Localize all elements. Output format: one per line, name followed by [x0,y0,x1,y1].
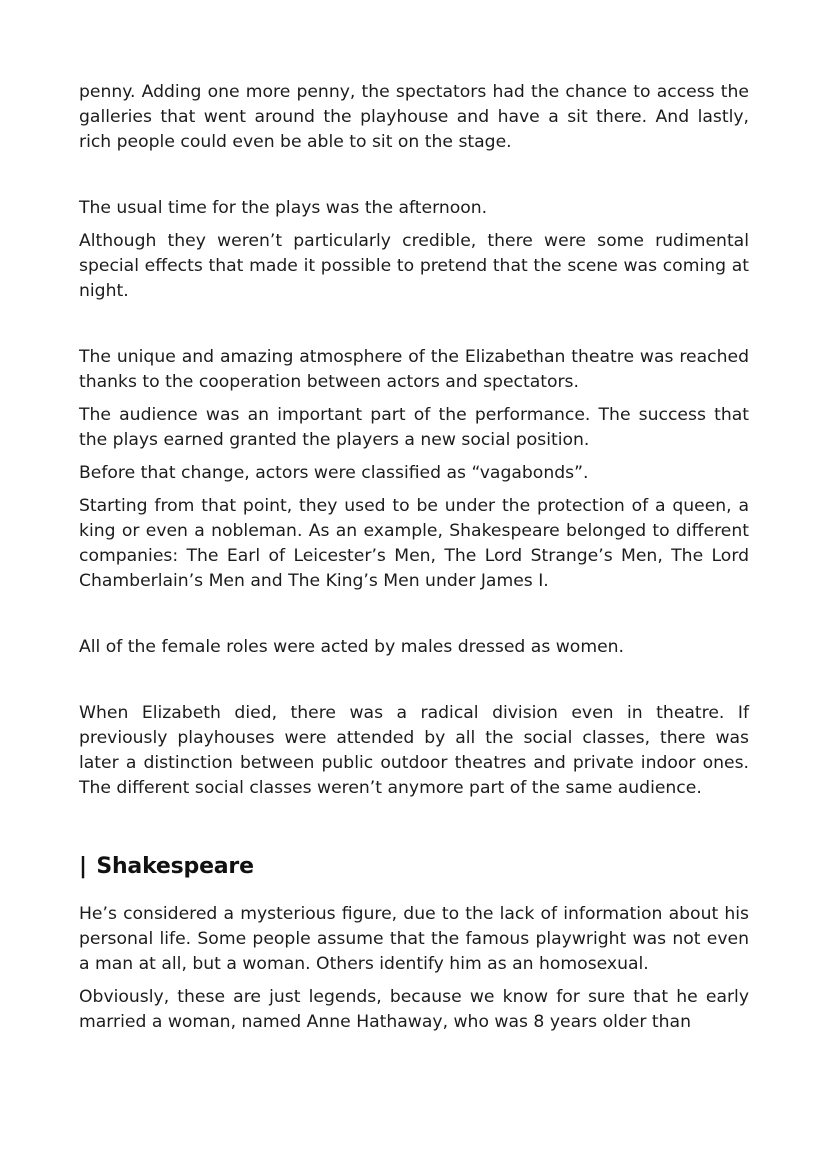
spacer [79,312,749,345]
paragraph-afternoon: The usual time for the plays was the afternoon. [79,198,488,218]
section-heading-shakespeare [79,852,749,882]
paragraph-atmosphere: The unique and amazing atmosphere of the Elizabethan theatre was reached thanks to the cooperation between actors and spectators. [79,347,749,392]
spacer [79,163,749,196]
heading-bar: | [79,854,87,879]
paragraph-vagabonds: Before that change, actors were classified as “vagabonds”. [79,463,589,483]
paragraph-companies: Starting from that point, they used to be under the protection of a queen, a king or even a nobleman. As an example, Shakespeare belonged to different companies: The Earl of Leicester’s Men, The Lord Strange’s Men, The Lord Chamberlain’s Men and The King’s Men under James I. [79,496,749,591]
document-page [79,80,749,1043]
spacer [79,602,749,635]
paragraph-mysterious-figure: He’s considered a mysterious figure, due to the lack of information about his personal life. Some people assume that the famous playwright was not even a man at all, but a woman. Others identify him as an homosexual. [79,904,749,974]
paragraph-elizabeth-died: When Elizabeth died, there was a radical division even in theatre. If previously playhouses were attended by all the social classes, there was later a distinction between public outdoor theatres and private indoor ones. The different social classes weren’t anymore part of the same audience. [79,703,749,798]
paragraph-legends: Obviously, these are just legends, because we know for sure that he early married a woman, named Anne Hathaway, who was 8 years older than [79,987,749,1032]
paragraph-special-effects: Although they weren’t particularly credible, there were some rudimental special effects that made it possible to pretend that the scene was coming at night. [79,231,749,301]
heading-title: Shakespeare [96,854,254,879]
paragraph-audience: The audience was an important part of the performance. The success that the plays earned granted the players a new social position. [79,405,749,450]
paragraph-galleries: penny. Adding one more penny, the spectators had the chance to access the galleries that went around the playhouse and have a sit there. And lastly, rich people could even be able to sit on the stage. [79,82,749,152]
spacer [79,668,749,701]
paragraph-female-roles: All of the female roles were acted by males dressed as women. [79,637,624,657]
spacer [79,809,749,842]
